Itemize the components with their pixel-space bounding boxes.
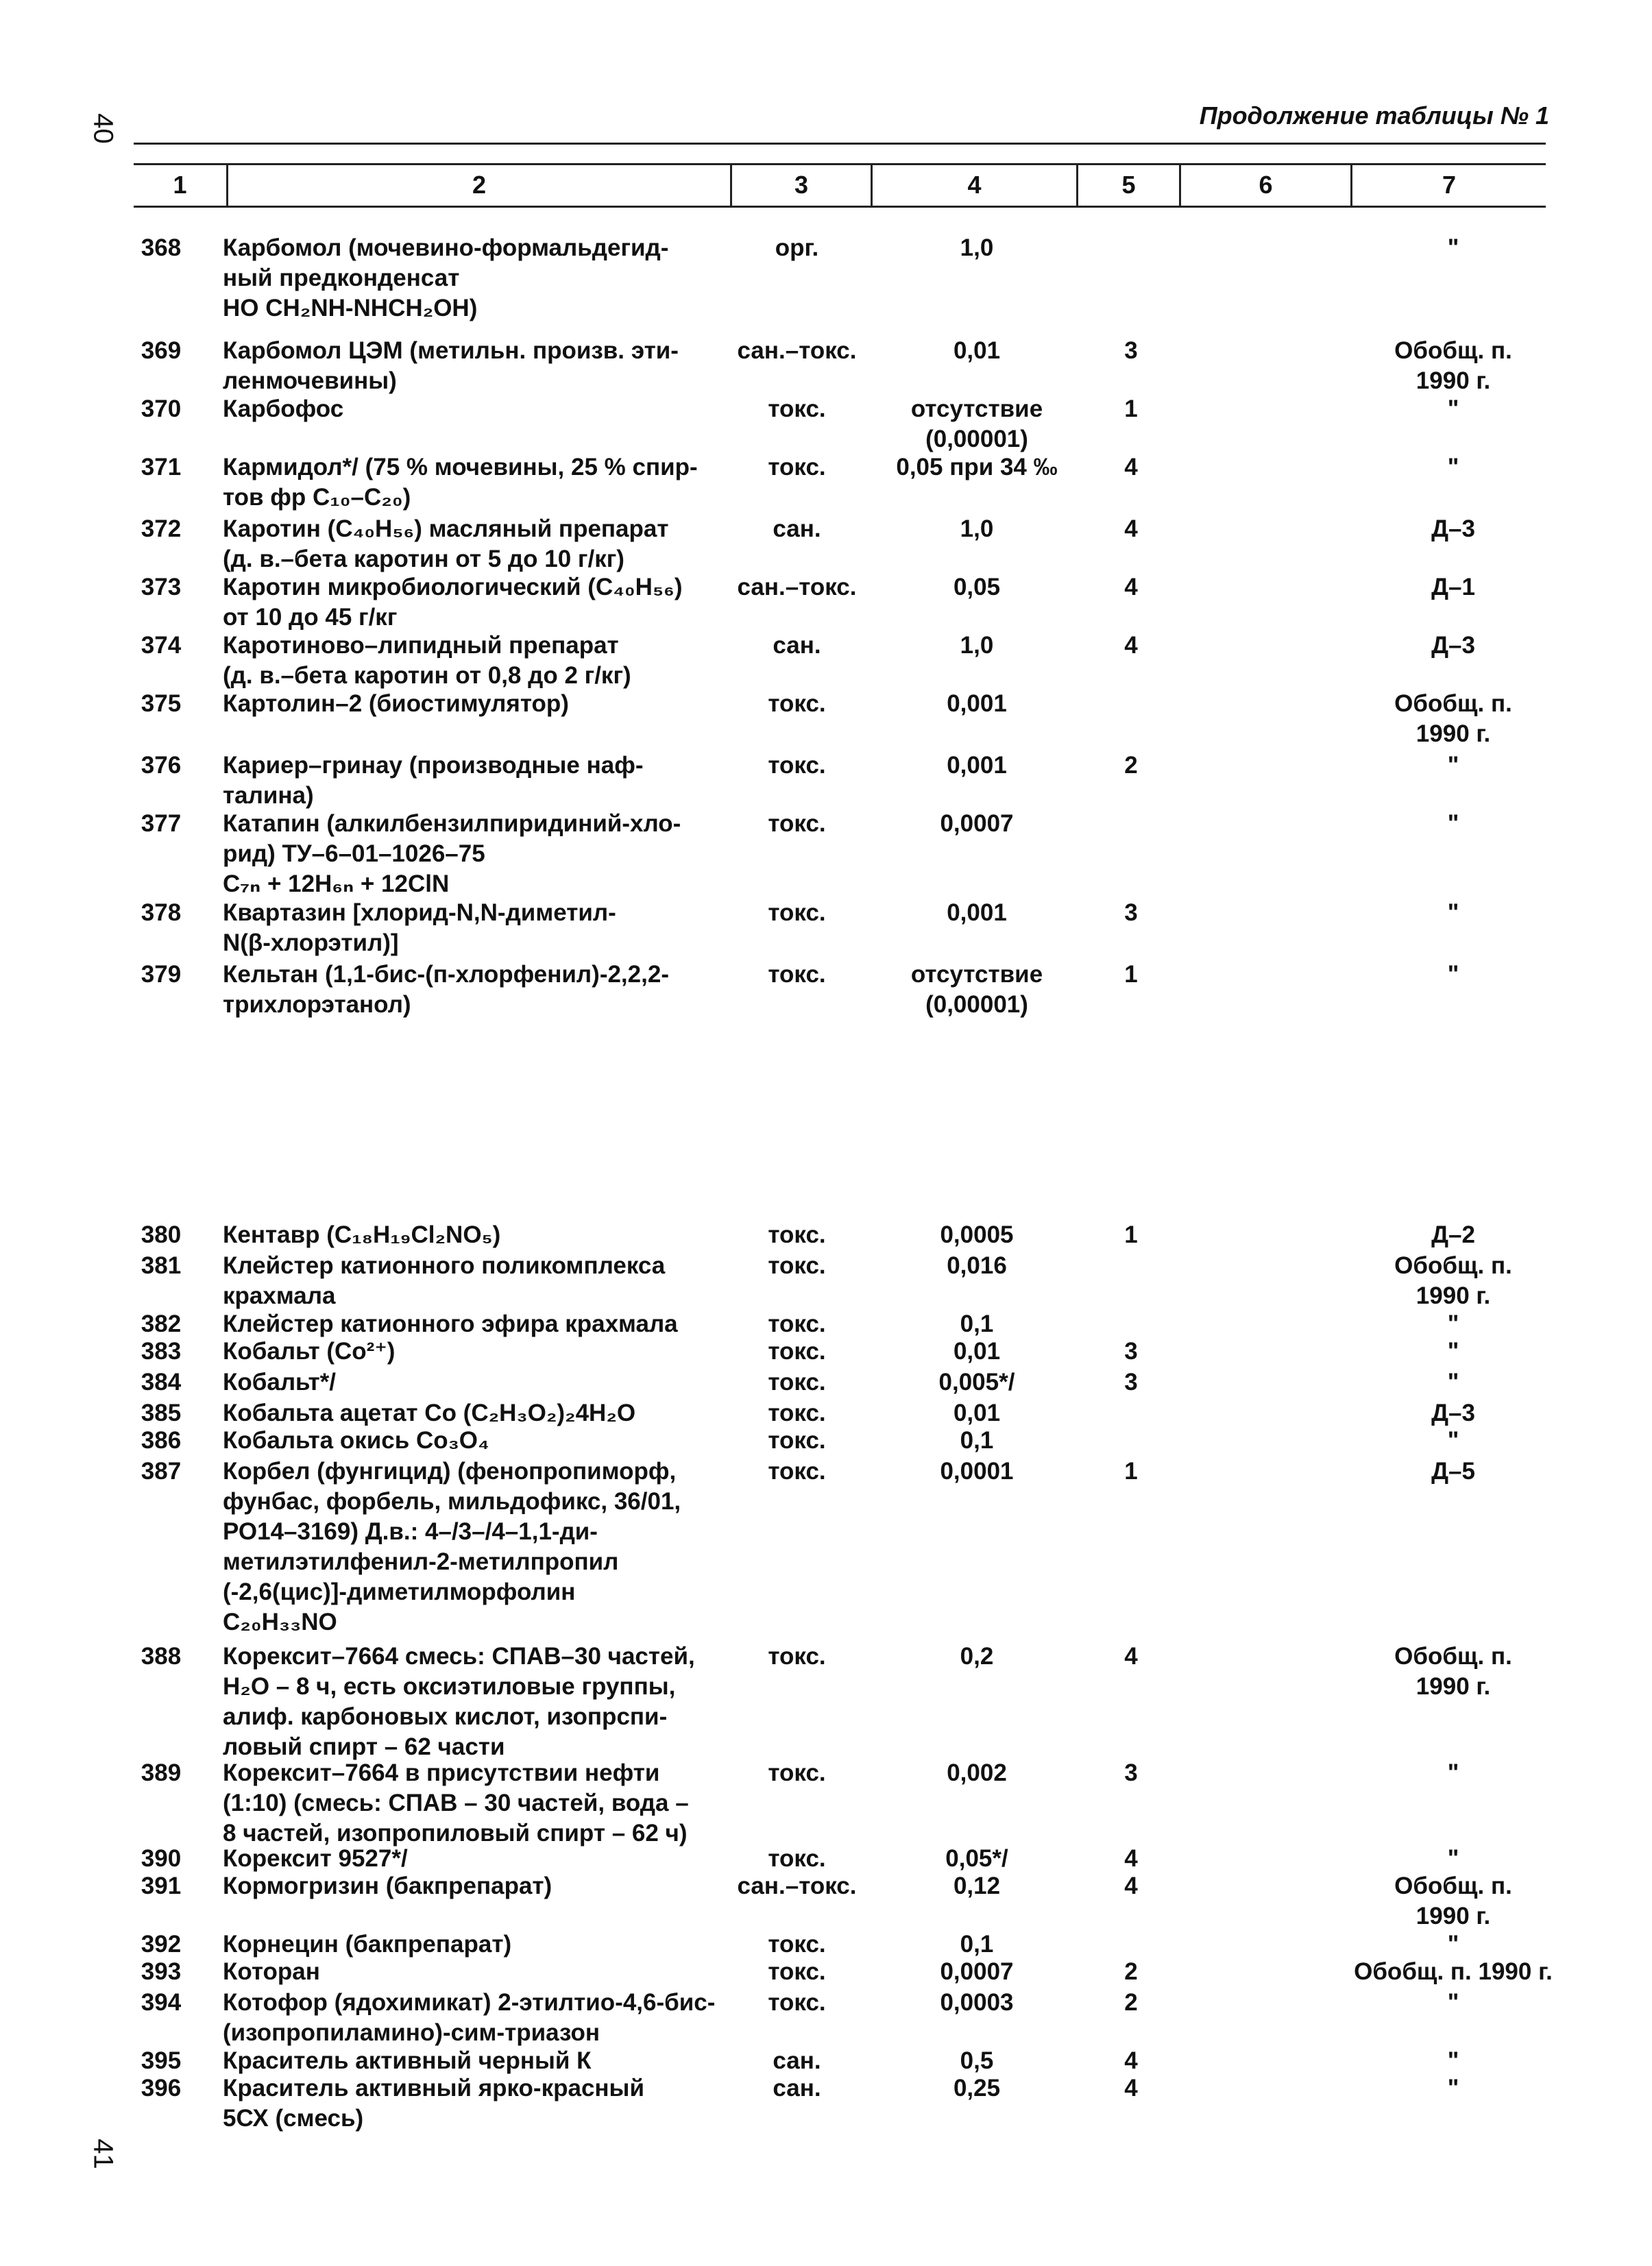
limiting-indicator: токс. bbox=[768, 1643, 826, 1670]
header-col-6: 6 bbox=[1259, 171, 1273, 199]
hazard-class: 4 bbox=[1124, 515, 1138, 542]
limiting-indicator: токс. bbox=[768, 1958, 826, 1985]
substance-name: Корексит–7664 в присутствии нефти (1:10) (смесь: СПАВ – 30 частей, вода – 8 частей, изопропиловый спирт – 62 ч) bbox=[223, 1759, 689, 1847]
concentration-value: 0,01 bbox=[953, 1338, 1001, 1365]
row-number: 383 bbox=[141, 1338, 182, 1365]
concentration-value: 0,001 bbox=[947, 690, 1007, 717]
substance-name: Кельтан (1,1-бис-(п-хлорфенил)-2,2,2- трихлорэтанол) bbox=[223, 961, 669, 1018]
row-number: 395 bbox=[141, 2047, 182, 2074]
concentration-value: 0,1 bbox=[960, 1427, 994, 1454]
concentration-value: 0,0005 bbox=[940, 1221, 1014, 1248]
reference-note: " bbox=[1447, 2075, 1459, 2101]
substance-name: Картолин–2 (биостимулятор) bbox=[223, 690, 569, 717]
row-number: 370 bbox=[141, 395, 182, 422]
reference-note: " bbox=[1447, 810, 1459, 837]
reference-note: Обобщ. п. 1990 г. bbox=[1354, 1958, 1553, 1985]
reference-note: " bbox=[1447, 1427, 1459, 1454]
substance-name: Корнецин (бакпрепарат) bbox=[223, 1931, 512, 1958]
substance-name: Карбофос bbox=[223, 395, 344, 422]
reference-note: " bbox=[1447, 899, 1459, 926]
hazard-class: 3 bbox=[1124, 1759, 1138, 1786]
hazard-class: 1 bbox=[1124, 395, 1138, 422]
reference-note: Обобщ. п. 1990 г. bbox=[1394, 690, 1512, 747]
substance-name: Кентавр (C₁₈H₁₉Cl₂NO₅) bbox=[223, 1221, 501, 1248]
row-number: 369 bbox=[141, 337, 182, 364]
row-number: 374 bbox=[141, 632, 182, 659]
concentration-value: 0,0003 bbox=[940, 1989, 1014, 2016]
reference-note: " bbox=[1447, 1338, 1459, 1365]
limiting-indicator: токс. bbox=[768, 899, 826, 926]
concentration-value: отсутствие (0,00001) bbox=[910, 395, 1043, 452]
substance-name: Кобальт*/ bbox=[223, 1369, 336, 1396]
limiting-indicator: токс. bbox=[768, 1759, 826, 1786]
hazard-class: 3 bbox=[1124, 899, 1138, 926]
header-col-7: 7 bbox=[1442, 171, 1457, 199]
limiting-indicator: сан.–токс. bbox=[737, 574, 857, 600]
substance-name: Краситель активный ярко-красный 5СХ (смесь) bbox=[223, 2075, 644, 2132]
row-number: 379 bbox=[141, 961, 182, 988]
hazard-class: 4 bbox=[1124, 1873, 1138, 1899]
substance-name: Краситель активный черный К bbox=[223, 2047, 592, 2074]
header-col-4: 4 bbox=[967, 171, 982, 199]
concentration-value: 0,005*/ bbox=[938, 1369, 1015, 1396]
reference-note: Обобщ. п. 1990 г. bbox=[1394, 1873, 1512, 1929]
concentration-value: 0,1 bbox=[960, 1311, 994, 1337]
reference-note: " bbox=[1447, 1369, 1459, 1396]
concentration-value: 1,0 bbox=[960, 515, 994, 542]
limiting-indicator: токс. bbox=[768, 810, 826, 837]
row-number: 372 bbox=[141, 515, 182, 542]
limiting-indicator: сан.–токс. bbox=[737, 337, 857, 364]
concentration-value: 0,12 bbox=[953, 1873, 1001, 1899]
hazard-class: 2 bbox=[1124, 1958, 1138, 1985]
reference-note: Обобщ. п. 1990 г. bbox=[1394, 337, 1512, 394]
substance-name: Клейстер катионного эфира крахмала bbox=[223, 1311, 678, 1337]
substance-name: Кормогризин (бакпрепарат) bbox=[223, 1873, 552, 1899]
table-continuation-title: Продолжение таблицы № 1 bbox=[1199, 101, 1549, 130]
limiting-indicator: токс. bbox=[768, 1931, 826, 1958]
limiting-indicator: токс. bbox=[768, 1989, 826, 2016]
limiting-indicator: токс. bbox=[768, 1458, 826, 1485]
reference-note: " bbox=[1447, 454, 1459, 480]
row-number: 371 bbox=[141, 454, 182, 480]
row-number: 382 bbox=[141, 1311, 182, 1337]
hazard-class: 3 bbox=[1124, 1338, 1138, 1365]
limiting-indicator: токс. bbox=[768, 752, 826, 779]
hazard-class: 4 bbox=[1124, 1643, 1138, 1670]
concentration-value: 0,25 bbox=[953, 2075, 1001, 2101]
hazard-class: 4 bbox=[1124, 2075, 1138, 2101]
substance-name: Кариер–гринау (производные наф- талина) bbox=[223, 752, 644, 809]
row-number: 376 bbox=[141, 752, 182, 779]
reference-note: " bbox=[1447, 234, 1459, 261]
reference-note: " bbox=[1447, 1845, 1459, 1872]
row-number: 385 bbox=[141, 1400, 182, 1426]
substance-name: Каротиново–липидный препарат (д. в.–бета каротин от 0,8 до 2 г/кг) bbox=[223, 632, 631, 689]
concentration-value: 0,05*/ bbox=[945, 1845, 1008, 1872]
reference-note: " bbox=[1447, 1931, 1459, 1958]
limiting-indicator: токс. bbox=[768, 454, 826, 480]
concentration-value: 1,0 bbox=[960, 234, 994, 261]
concentration-value: 0,05 при 34 ‰ bbox=[896, 454, 1058, 480]
reference-note: " bbox=[1447, 1759, 1459, 1786]
hazard-class: 4 bbox=[1124, 2047, 1138, 2074]
reference-note: " bbox=[1447, 1311, 1459, 1337]
substance-name: Каротин микробиологический (C₄₀H₅₆) от 10 до 45 г/кг bbox=[223, 574, 683, 631]
page-number-top: 40 bbox=[88, 113, 119, 144]
row-number: 390 bbox=[141, 1845, 182, 1872]
limiting-indicator: сан. bbox=[773, 2075, 821, 2101]
hazard-class: 1 bbox=[1124, 1221, 1138, 1248]
limiting-indicator: токс. bbox=[768, 961, 826, 988]
row-number: 392 bbox=[141, 1931, 182, 1958]
row-number: 396 bbox=[141, 2075, 182, 2101]
limiting-indicator: сан. bbox=[773, 2047, 821, 2074]
row-number: 373 bbox=[141, 574, 182, 600]
concentration-value: 1,0 bbox=[960, 632, 994, 659]
row-number: 380 bbox=[141, 1221, 182, 1248]
substance-name: Катапин (алкилбензилпиридиний-хло- рид) ТУ–6–01–1026–75 C₇ₙ + 12H₆ₙ + 12ClN bbox=[223, 810, 681, 897]
row-number: 393 bbox=[141, 1958, 182, 1985]
reference-note: " bbox=[1447, 1989, 1459, 2016]
substance-name: Кармидол*/ (75 % мочевины, 25 % спир- тов фр C₁₀–C₂₀) bbox=[223, 454, 698, 511]
concentration-value: 0,1 bbox=[960, 1931, 994, 1958]
substance-name: Карбомол ЦЭМ (метильн. произв. эти- ленмочевины) bbox=[223, 337, 679, 394]
substance-name: Карбомол (мочевино-формальдегид- ный предконденсат НО CH₂NH-NHCH₂OH) bbox=[223, 234, 669, 321]
limiting-indicator: токс. bbox=[768, 1338, 826, 1365]
concentration-value: 0,2 bbox=[960, 1643, 994, 1670]
row-number: 389 bbox=[141, 1759, 182, 1786]
hazard-class: 3 bbox=[1124, 1369, 1138, 1396]
substance-name: Квартазин [хлорид-N,N-диметил- N(β-хлорэтил)] bbox=[223, 899, 616, 956]
reference-note: " bbox=[1447, 752, 1459, 779]
substance-name: Корексит 9527*/ bbox=[223, 1845, 408, 1872]
limiting-indicator: токс. bbox=[768, 1311, 826, 1337]
concentration-value: 0,016 bbox=[947, 1252, 1007, 1279]
hazard-class: 4 bbox=[1124, 1845, 1138, 1872]
row-number: 384 bbox=[141, 1369, 182, 1396]
concentration-value: 0,05 bbox=[953, 574, 1001, 600]
row-number: 375 bbox=[141, 690, 182, 717]
substance-name: Кобальта ацетат Co (C₂H₃O₂)₂4H₂O bbox=[223, 1400, 636, 1426]
row-number: 368 bbox=[141, 234, 182, 261]
substance-name: Котофор (ядохимикат) 2-этилтио-4,6-бис- (изопропиламино)-сим-триазон bbox=[223, 1989, 716, 2046]
substance-name: Которан bbox=[223, 1958, 320, 1985]
reference-note: Д–3 bbox=[1431, 1400, 1475, 1426]
row-number: 386 bbox=[141, 1427, 182, 1454]
substance-name: Кобальта окись Co₃O₄ bbox=[223, 1427, 489, 1454]
concentration-value: отсутствие (0,00001) bbox=[910, 961, 1043, 1018]
limiting-indicator: токс. bbox=[768, 395, 826, 422]
hazard-class: 2 bbox=[1124, 752, 1138, 779]
limiting-indicator: токс. bbox=[768, 1400, 826, 1426]
limiting-indicator: сан. bbox=[773, 515, 821, 542]
reference-note: Д–1 bbox=[1431, 574, 1475, 600]
concentration-value: 0,5 bbox=[960, 2047, 994, 2074]
concentration-value: 0,01 bbox=[953, 337, 1001, 364]
concentration-value: 0,0001 bbox=[940, 1458, 1014, 1485]
row-number: 394 bbox=[141, 1989, 182, 2016]
row-number: 381 bbox=[141, 1252, 182, 1279]
reference-note: " bbox=[1447, 2047, 1459, 2074]
limiting-indicator: токс. bbox=[768, 1369, 826, 1396]
hazard-class: 4 bbox=[1124, 454, 1138, 480]
reference-note: Д–3 bbox=[1431, 632, 1475, 659]
reference-note: " bbox=[1447, 961, 1459, 988]
reference-note: Д–3 bbox=[1431, 515, 1475, 542]
reference-note: Д–5 bbox=[1431, 1458, 1475, 1485]
concentration-value: 0,001 bbox=[947, 899, 1007, 926]
hazard-class: 3 bbox=[1124, 337, 1138, 364]
hazard-class: 4 bbox=[1124, 632, 1138, 659]
limiting-indicator: орг. bbox=[775, 234, 819, 261]
row-number: 378 bbox=[141, 899, 182, 926]
header-col-3: 3 bbox=[794, 171, 809, 199]
limiting-indicator: токс. bbox=[768, 1427, 826, 1454]
row-number: 387 bbox=[141, 1458, 182, 1485]
hazard-class: 4 bbox=[1124, 574, 1138, 600]
hazard-class: 1 bbox=[1124, 961, 1138, 988]
header-col-1: 1 bbox=[173, 171, 187, 199]
limiting-indicator: токс. bbox=[768, 1252, 826, 1279]
concentration-value: 0,0007 bbox=[940, 810, 1014, 837]
reference-note: Обобщ. п. 1990 г. bbox=[1394, 1252, 1512, 1309]
substance-name: Корбел (фунгицид) (фенопропиморф, фунбас, форбель, мильдофикс, 36/01, РО14–3169) Д.в.: 4–/3–/4–1,1-ди- метилэтилфенил-2-метилпропил (-2,6(цис)]-диметилморфолин C₂₀H₃₃NO bbox=[223, 1458, 681, 1635]
row-number: 388 bbox=[141, 1643, 182, 1670]
row-number: 377 bbox=[141, 810, 182, 837]
limiting-indicator: токс. bbox=[768, 1221, 826, 1248]
substance-name: Корексит–7664 смесь: СПАВ–30 частей, H₂O – 8 ч, есть оксиэтиловые группы, алиф. карбоновых кислот, изопрспи- ловый спирт – 62 части bbox=[223, 1643, 695, 1760]
substance-name: Кобальт (Co²⁺) bbox=[223, 1338, 396, 1365]
hazard-class: 2 bbox=[1124, 1989, 1138, 2016]
concentration-value: 0,002 bbox=[947, 1759, 1007, 1786]
row-number: 391 bbox=[141, 1873, 182, 1899]
reference-note: Обобщ. п. 1990 г. bbox=[1394, 1643, 1512, 1700]
header-col-2: 2 bbox=[472, 171, 487, 199]
limiting-indicator: сан.–токс. bbox=[737, 1873, 857, 1899]
substance-name: Каротин (C₄₀H₅₆) масляный препарат (д. в.–бета каротин от 5 до 10 г/кг) bbox=[223, 515, 669, 572]
reference-note: " bbox=[1447, 395, 1459, 422]
concentration-value: 0,001 bbox=[947, 752, 1007, 779]
page-number-bottom: 41 bbox=[88, 2139, 119, 2169]
limiting-indicator: сан. bbox=[773, 632, 821, 659]
limiting-indicator: токс. bbox=[768, 690, 826, 717]
substance-name: Клейстер катионного поликомплекса крахмала bbox=[223, 1252, 666, 1309]
concentration-value: 0,0007 bbox=[940, 1958, 1014, 1985]
header-col-5: 5 bbox=[1121, 171, 1136, 199]
limiting-indicator: токс. bbox=[768, 1845, 826, 1872]
concentration-value: 0,01 bbox=[953, 1400, 1001, 1426]
hazard-class: 1 bbox=[1124, 1458, 1138, 1485]
reference-note: Д–2 bbox=[1431, 1221, 1475, 1248]
